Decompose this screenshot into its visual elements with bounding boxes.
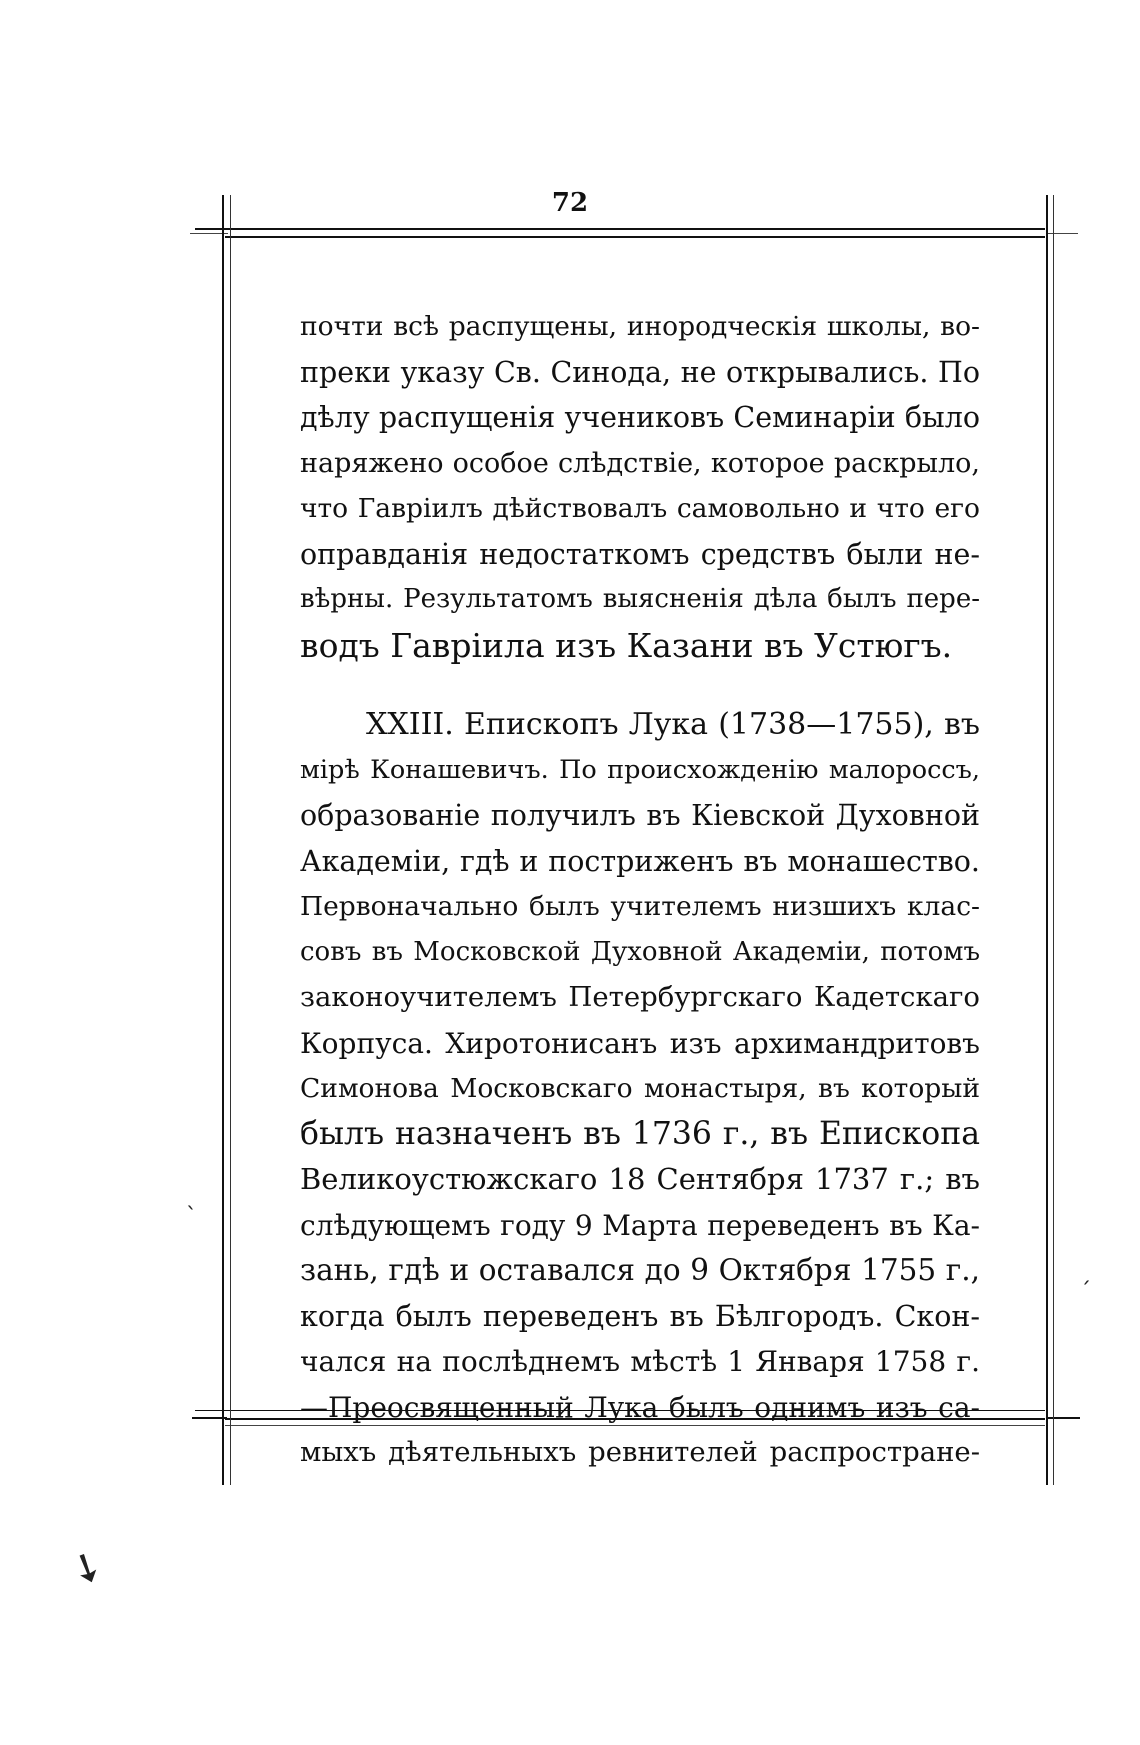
text-line: образованіе получилъ въ Кіевской Духовной	[300, 799, 980, 832]
text-line: вѣрны. Результатомъ выясненія дѣла былъ пере-	[300, 584, 980, 614]
text-line: Академіи, гдѣ и постриженъ въ монашество.	[300, 844, 980, 878]
text-line: оправданія недостаткомъ средствъ были не-	[300, 537, 980, 571]
paragraph-1	[300, 304, 980, 668]
text-line: слѣдующемъ году 9 Марта переведенъ въ Ка-	[300, 1208, 980, 1242]
text-line: Первоначально былъ учителемъ низшихъ клас-	[300, 891, 980, 922]
text-line: мірѣ Конашевичъ. По происхожденію малороссъ,	[300, 754, 980, 785]
text-line: почти всѣ распущены, инородческія школы, во-	[300, 311, 980, 342]
paragraph-gap	[300, 668, 980, 702]
body-text	[300, 304, 980, 1476]
text-line: водъ Гавріила изъ Казани въ Устюгъ.	[300, 625, 953, 665]
text-line: Великоустюжскаго 18 Сентября 1737 г.; въ	[300, 1162, 980, 1196]
text-line: Корпуса. Хиротонисанъ изъ архимандритовъ	[300, 1026, 980, 1060]
text-line: чался на послѣднемъ мѣстѣ 1 Января 1758 г.	[300, 1345, 980, 1378]
text-line: что Гавріилъ дѣйствовалъ самовольно и что его	[300, 493, 980, 524]
frame-rule-top-outer	[195, 228, 1045, 230]
text-line: дѣлу распущенія учениковъ Семинаріи было	[300, 401, 980, 434]
text-line: совъ въ Московской Духовной Академіи, потомъ	[300, 936, 980, 967]
stray-dot-mark-icon: ˎ	[186, 1185, 197, 1210]
frame-line-right-outer	[1046, 195, 1048, 1485]
text-line: былъ назначенъ въ 1736 г., въ Епископа	[300, 1115, 980, 1152]
stray-dot-mark-icon: ˏ	[1080, 1260, 1091, 1285]
frame-line-right-inner	[1053, 195, 1054, 1485]
page-number: 72	[551, 188, 589, 218]
text-line: наряжено особое слѣдствіе, которое раскрыло,	[300, 447, 980, 479]
text-line: когда былъ переведенъ въ Бѣлгородъ. Скон-	[300, 1299, 980, 1333]
text-line: XXIII. Епископъ Лука (1738—1755), въ	[366, 707, 980, 742]
text-line: преки указу Св. Синода, не открывались. По	[300, 355, 980, 389]
text-line: законоучителемъ Петербургскаго Кадетскаго	[300, 981, 980, 1013]
text-line: зань, гдѣ и оставался до 9 Октября 1755 г.,	[300, 1253, 980, 1287]
text-line: Симонова Московскаго монастыря, въ который	[300, 1073, 980, 1104]
frame-line-left-inner	[230, 195, 231, 1485]
stray-pen-mark-icon: ➘	[61, 1540, 112, 1596]
paragraph-2	[300, 702, 980, 1476]
frame-rule-top-inner	[225, 236, 1045, 238]
frame-line-left-outer	[222, 195, 224, 1485]
text-line: мыхъ дѣятельныхъ ревнителей распростране-	[300, 1436, 980, 1468]
text-line: —Преосвященный Лука былъ однимъ изъ са-	[300, 1390, 980, 1424]
